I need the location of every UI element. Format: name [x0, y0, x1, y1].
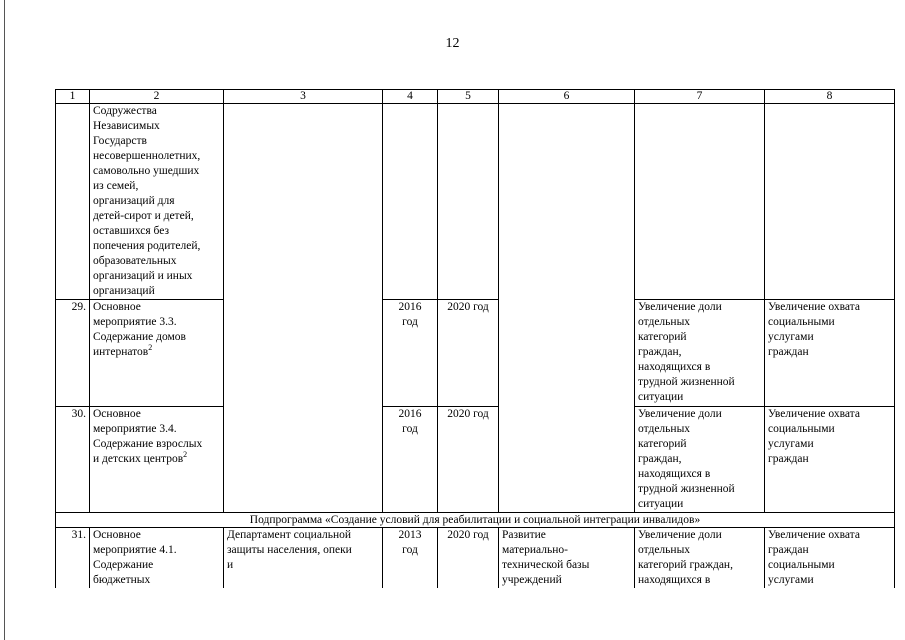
start-year-cell: 2016 год: [383, 407, 438, 513]
result-cell: Развитие материально- технической базы учреждений: [499, 528, 635, 589]
footnote-mark: 2: [183, 450, 188, 460]
measure-name-text: Основное мероприятие 3.4. Содержание взрослых и детских центров: [93, 408, 203, 465]
table-row: [56, 528, 895, 589]
subprogram-row: [56, 513, 895, 528]
measure-name-text: Основное мероприятие 3.3. Содержание домов интернатов: [93, 301, 186, 358]
indicator-cell: Увеличение охвата социальными услугами граждан: [765, 300, 895, 407]
header-cell: 2: [90, 90, 224, 104]
measures-table: [55, 89, 895, 588]
footnote-mark: 2: [148, 343, 153, 353]
page-number: 12: [445, 36, 460, 51]
row-number-cell: 31.: [56, 528, 90, 589]
page-edge-line: [4, 0, 5, 640]
consequence-cell: Увеличение доли отдельных категорий граждан, находящихся в: [635, 528, 765, 589]
table-row: [56, 407, 895, 513]
header-cell: 6: [499, 90, 635, 104]
result-cell: [499, 104, 635, 513]
table-row: [56, 300, 895, 407]
indicator-cell: Увеличение охвата социальными услугами граждан: [765, 407, 895, 513]
consequence-cell: Увеличение доли отдельных категорий граждан, находящихся в трудной жизненной ситуации: [635, 300, 765, 407]
indicator-cell: [765, 104, 895, 300]
start-year-cell: 2013 год: [383, 528, 438, 589]
subprogram-title: Подпрограмма «Создание условий для реабилитации и социальной интеграции инвалидов»: [56, 513, 895, 528]
consequence-cell: Увеличение доли отдельных категорий граждан, находящихся в трудной жизненной ситуации: [635, 407, 765, 513]
measure-name-cell: [90, 407, 224, 513]
end-year-cell: [438, 104, 499, 300]
header-cell: 4: [383, 90, 438, 104]
end-year-cell: 2020 год: [438, 528, 499, 589]
executor-cell: [224, 104, 383, 513]
indicator-cell: Увеличение охвата граждан социальными услугами: [765, 528, 895, 589]
header-cell: 7: [635, 90, 765, 104]
row-number-cell: 30.: [56, 407, 90, 513]
end-year-cell: 2020 год: [438, 300, 499, 407]
measure-name-cell: Содружества Независимых Государств несовершеннолетних, самовольно ушедших из семей, организаций для детей-сирот и детей, оставшихся без попечения родителей, образовательных организаций и иных организаций: [90, 104, 224, 300]
consequence-cell: [635, 104, 765, 300]
measure-name-cell: Основное мероприятие 4.1. Содержание бюджетных: [90, 528, 224, 589]
table-row: [56, 104, 895, 300]
header-cell: 1: [56, 90, 90, 104]
header-cell: 3: [224, 90, 383, 104]
row-number-cell: 29.: [56, 300, 90, 407]
executor-cell: Департамент социальной защиты населения, опеки и: [224, 528, 383, 589]
start-year-cell: 2016 год: [383, 300, 438, 407]
measure-name-cell: [90, 300, 224, 407]
start-year-cell: [383, 104, 438, 300]
header-cell: 8: [765, 90, 895, 104]
header-cell: 5: [438, 90, 499, 104]
table-header-row: [56, 90, 895, 104]
row-number-cell: [56, 104, 90, 300]
end-year-cell: 2020 год: [438, 407, 499, 513]
